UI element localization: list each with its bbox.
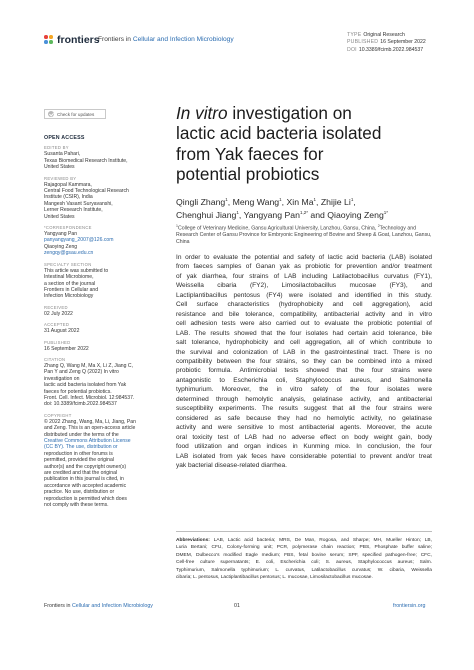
sidebar-line: Rajagopal Kammara, bbox=[44, 181, 92, 188]
article-meta bbox=[347, 32, 426, 54]
footer-journal-prefix: Frontiers in bbox=[44, 603, 71, 609]
sidebar-line: lactic acid bacteria isolated from Yak bbox=[44, 382, 127, 389]
meta-doi[interactable]: DOI 10.3389/fcimb.2022.984537 bbox=[347, 46, 424, 53]
abbrev-text: Typhimurium, Salmonella typhimurium; L. curvatus, Latilactobacillus curvatus; W. cibaria, Weissella bbox=[176, 567, 432, 573]
author-sup: 1 bbox=[279, 197, 282, 203]
sidebar-line: Infection Microbiology bbox=[44, 293, 94, 300]
sidebar-line: practice. No use, distribution or bbox=[44, 489, 115, 496]
sidebar-section bbox=[44, 413, 142, 509]
sidebar-section-label: SPECIALTY SECTION bbox=[44, 261, 92, 267]
author-sup: 1,2* bbox=[299, 209, 308, 215]
sidebar-section-label: ACCEPTED bbox=[44, 322, 70, 328]
title-line: from Yak faeces for bbox=[176, 143, 324, 164]
title-line: potential probiotics bbox=[176, 163, 320, 184]
sidebar-section-label: REVIEWED BY bbox=[44, 175, 77, 181]
affiliation-sup: 2 bbox=[377, 224, 380, 228]
sidebar-section bbox=[44, 357, 142, 408]
abstract-line: probiotic formula. Antimicrobial tests showed that the four strains were bbox=[176, 367, 432, 375]
sidebar-section-label: EDITED BY bbox=[44, 145, 69, 151]
sidebar-line: reproduction in other forums is bbox=[44, 450, 113, 457]
journal-prefix: Frontiers in bbox=[98, 36, 131, 43]
sidebar-line: Yangyang Pan bbox=[44, 231, 78, 238]
footer-journal-name: Cellular and Infection Microbiology bbox=[71, 603, 153, 609]
sidebar-line: Texas Biomedical Research Institute, bbox=[44, 157, 128, 164]
sidebar-line: accordance with accepted academic bbox=[44, 482, 127, 489]
abstract-line: In order to evaluate the potential and safety of lactic acid bacteria (LAB) isolated bbox=[176, 254, 432, 261]
sidebar-line: Frontiers in Cellular and bbox=[44, 286, 99, 293]
sidebar-line: author(s) and the copyright owner(s) bbox=[44, 463, 127, 470]
sidebar-section-label: RECEIVED bbox=[44, 304, 68, 310]
abstract-line: LAB. The results showed that the four isolates had certain acid tolerance, bile bbox=[176, 329, 432, 337]
sidebar-line: This article was submitted to bbox=[44, 267, 109, 274]
journal-name[interactable] bbox=[98, 36, 234, 43]
sidebar-line: © 2022 Zhang, Wang, Ma, Li, Jiang, Pan bbox=[44, 418, 136, 425]
sidebar-line: United States bbox=[44, 164, 75, 171]
abstract-line: cell adhesion tests were also carried out to evaluate the probiotic potential of bbox=[176, 320, 432, 328]
abstract-line: determined through hemolytic analysis, gelatinase activity, and antibacterial bbox=[176, 395, 432, 403]
sidebar-line: not comply with these terms. bbox=[44, 502, 109, 509]
check-for-updates-label: Check for updates bbox=[57, 111, 95, 117]
sidebar-line: publication in this journal is cited, in bbox=[44, 476, 124, 483]
abstract-line: from faeces samples of Ganan yak as probiotic for prevention and/or treatment bbox=[176, 263, 432, 271]
sidebar-line: investigation on bbox=[44, 375, 80, 382]
abstract-line: salt tolerance, hydrophobicity and cell aggregation, all of which contribute to bbox=[176, 339, 432, 347]
sidebar-line: faeces for potential probiotics. bbox=[44, 388, 112, 395]
abstract-line: antagonistic to Escherichia coli, Staphylococcus aureus, and Salmonella bbox=[176, 376, 432, 384]
sidebar-line: permitted, provided the original bbox=[44, 457, 114, 464]
sidebar-section-label: CITATION bbox=[44, 356, 66, 362]
sidebar-line: Intestinal Microbiome, bbox=[44, 274, 94, 281]
sidebar-line: and Zeng. This is an open-access article bbox=[44, 425, 136, 432]
abbrev-line bbox=[176, 552, 432, 559]
abbrev-text: Luria Bertani; CFU, Colony-forming unit; PCR, polymerase chain reaction; PBS, Phosphate buffer saline; bbox=[176, 545, 432, 551]
sidebar-line: a section of the journal bbox=[44, 280, 96, 287]
sidebar-line[interactable]: (CC BY). The use, distribution or bbox=[44, 444, 118, 451]
sidebar bbox=[44, 135, 142, 513]
abstract-line: the survival and colonization of LAB in the gastrointestinal tract. There is no bbox=[176, 348, 432, 356]
abstract-line: activity and were sensitive to most antibacterial agents. Moreover, the acute bbox=[176, 424, 432, 432]
meta-type: TYPE Original Research bbox=[347, 32, 405, 38]
sidebar-section bbox=[44, 322, 142, 334]
abbrev-line bbox=[176, 559, 432, 566]
abstract-line: compatibility between the four strains, so they can be combined into a mixed bbox=[176, 357, 432, 365]
author-name[interactable]: Qingli Zhang bbox=[176, 197, 226, 207]
sidebar-line: 31 August 2022 bbox=[44, 328, 80, 335]
sidebar-line: 02 July 2022 bbox=[44, 310, 73, 317]
check-icon bbox=[48, 111, 54, 117]
title-italic: In vitro bbox=[176, 103, 228, 123]
sidebar-section bbox=[44, 262, 142, 300]
meta-published: PUBLISHED 16 September 2022 bbox=[347, 39, 426, 46]
abbreviations bbox=[176, 537, 432, 582]
frontiers-logo-icon bbox=[44, 35, 54, 45]
sidebar-line: are credited and that the original bbox=[44, 470, 118, 477]
sidebar-line: reproduction is permitted which does bbox=[44, 495, 127, 502]
affiliation-sup: 1 bbox=[176, 224, 178, 228]
abbrev-text: LAB, Lactic acid bacteria; MRS, De Man, Rogosa, and Sharpe; MH, Mueller Hinton; LB, bbox=[213, 538, 432, 543]
sidebar-section bbox=[44, 340, 142, 352]
author-sup: 1 bbox=[350, 197, 354, 203]
author-name[interactable]: Chenghui Jiang bbox=[176, 209, 237, 220]
abbrev-line bbox=[176, 574, 432, 581]
page-number: 01 bbox=[234, 603, 240, 609]
sidebar-line[interactable]: zengqy@gsau.edu.cn bbox=[44, 250, 94, 257]
affiliation-text: Technology and Research Center of Gansu Province for Embryonic Engineering of Bovine and Sheep & Goat, Lanzhou, Gansu, China bbox=[176, 225, 432, 245]
abstract-line: resistance and bile tolerance, compatibility, antibacterial activity and in vitro bbox=[176, 310, 432, 318]
sidebar-line: Lerner Research Institute, bbox=[44, 207, 103, 214]
sidebar-section bbox=[44, 145, 142, 170]
sidebar-line[interactable]: Creative Commons Attribution License bbox=[44, 438, 131, 444]
sidebar-line: Zhang Q, Wang M, Ma X, Li Z, Jiang C, bbox=[44, 362, 133, 369]
affiliations bbox=[176, 223, 434, 245]
sidebar-line: Pan Y and Zeng Q (2022) In vitro bbox=[44, 369, 119, 376]
abstract-line: Weissella cibaria (FY2), Limosilactobacillus mucosae (FY3), and bbox=[176, 282, 432, 290]
title-rest: investigation on bbox=[227, 103, 352, 123]
author-sup: 1 bbox=[236, 209, 239, 215]
author-name[interactable]: Yangyang Pan bbox=[243, 209, 300, 220]
author-name[interactable]: Qiaoying Zeng bbox=[327, 209, 384, 220]
sidebar-section-label: COPYRIGHT bbox=[44, 412, 72, 418]
abstract-line: Lactiplantibacillus pentosus (FY4) were isolated and identified in this study. bbox=[176, 291, 432, 299]
abstract bbox=[176, 253, 432, 470]
title-line bbox=[176, 103, 436, 123]
affiliation-text: College of Veterinary Medicine, Gansu Agricultural University, Lanzhou, Gansu, China, bbox=[177, 225, 378, 232]
abbrev-line bbox=[176, 544, 432, 551]
abstract-line: yak bacterial disease-related diarrhea. bbox=[176, 461, 287, 469]
open-access-label: OPEN ACCESS bbox=[44, 135, 85, 141]
abstract-line: oral toxicity test of LAB had no adverse effect on body weight gain, body bbox=[176, 433, 432, 441]
author-sup: 1 bbox=[225, 197, 228, 203]
frontiers-logo[interactable] bbox=[44, 34, 100, 46]
author-sup: 1* bbox=[383, 209, 389, 215]
sidebar-line: Susanta Pahari, bbox=[44, 151, 81, 158]
divider bbox=[176, 531, 432, 532]
sidebar-sections bbox=[44, 145, 142, 508]
sidebar-line: Central Food Technological Research bbox=[44, 188, 129, 195]
journal-title: Cellular and Infection Microbiology bbox=[132, 36, 234, 43]
abbrev-text: DMEM, Dulbecco's modified Eagle medium; FBS, fetal bovine serum; SPF, specified pathogen-free; CFC, bbox=[176, 552, 432, 558]
sidebar-line: doi: 10.3389/fcimb.2022.984537 bbox=[44, 401, 117, 408]
logo-text: frontiers bbox=[57, 34, 100, 46]
sidebar-line: Front. Cell. Infect. Microbiol. 12:984537. bbox=[44, 394, 135, 401]
sidebar-line: Mangesh Vasant Suryavanshi, bbox=[44, 200, 113, 207]
abstract-line: food utilization and organ indices in Kunming mice. In conclusion, the four bbox=[176, 443, 432, 451]
sidebar-section-label: *CORRESPONDENCE bbox=[44, 225, 92, 231]
sidebar-line: United States bbox=[44, 213, 75, 220]
abbrev-label: Abbreviations: bbox=[176, 538, 210, 543]
abstract-line: considered as safe because they had no hemolytic activity, no gelatinase bbox=[176, 414, 432, 422]
abstract-line: LAB isolated from yak feces have considerable potential to prevent and/or treat bbox=[176, 452, 432, 460]
sidebar-section bbox=[44, 225, 142, 257]
title-line: lactic acid bacteria isolated bbox=[176, 123, 382, 144]
abstract-line: typhimurium. Moreover, the in vitro safety of the four isolates were bbox=[176, 386, 432, 394]
abstract-line: susceptibility experiments. The results suggest that all the four strains were bbox=[176, 405, 432, 413]
check-for-updates-button[interactable] bbox=[44, 109, 106, 119]
author-name[interactable]: Zhijie Li bbox=[320, 197, 351, 207]
author-sup: 1 bbox=[313, 197, 317, 203]
abbrev-line bbox=[176, 537, 432, 544]
sidebar-section bbox=[44, 305, 142, 317]
sidebar-line[interactable]: panyangyang_2007@126.com bbox=[44, 237, 114, 244]
abstract-line: of yak diarrhea, four strains of LAB including Latilactobacillus curvatus (FY1), bbox=[176, 272, 432, 280]
sidebar-section-label: PUBLISHED bbox=[44, 339, 71, 345]
abbrev-line bbox=[176, 567, 432, 574]
author-name[interactable]: Xin Ma bbox=[286, 197, 314, 207]
footer-website-link[interactable]: frontiersin.org bbox=[393, 603, 426, 609]
sidebar-section bbox=[44, 176, 142, 220]
footer-journal[interactable] bbox=[44, 603, 153, 609]
sidebar-line: Qiaoying Zeng bbox=[44, 243, 78, 250]
article-title bbox=[176, 103, 436, 184]
sidebar-line: Institute (CSIR), India bbox=[44, 194, 93, 201]
author-name[interactable]: Meng Wang bbox=[232, 197, 280, 207]
author-list: Qingli Zhang$^1$, Meng Wang$^1$, Xin Ma$^1$, Zhijie Li$^1$, Chenghui Jiang$^1$, Yangyang Pan$^{1,2*}$ and Qiaoying Zeng$^{1*}$ bbox=[176, 197, 389, 220]
sidebar-line: 16 September 2022 bbox=[44, 345, 89, 352]
sidebar-line: distributed under the terms of the bbox=[44, 431, 119, 438]
abbrev-text: cibaria; L. pentosus, Lactiplantibacillus pentosus; L. mucosae, Limosilactobacillus mucosae. bbox=[176, 575, 373, 581]
abstract-line: Cell surface characteristics (hydrophobicity and cell aggregation), acid bbox=[176, 301, 432, 309]
abbrev-text: Cell-free culture supernatants; E. coli, Escherichia coli; S. aureus, Staphylococcus aureus; Salm. bbox=[176, 560, 432, 566]
